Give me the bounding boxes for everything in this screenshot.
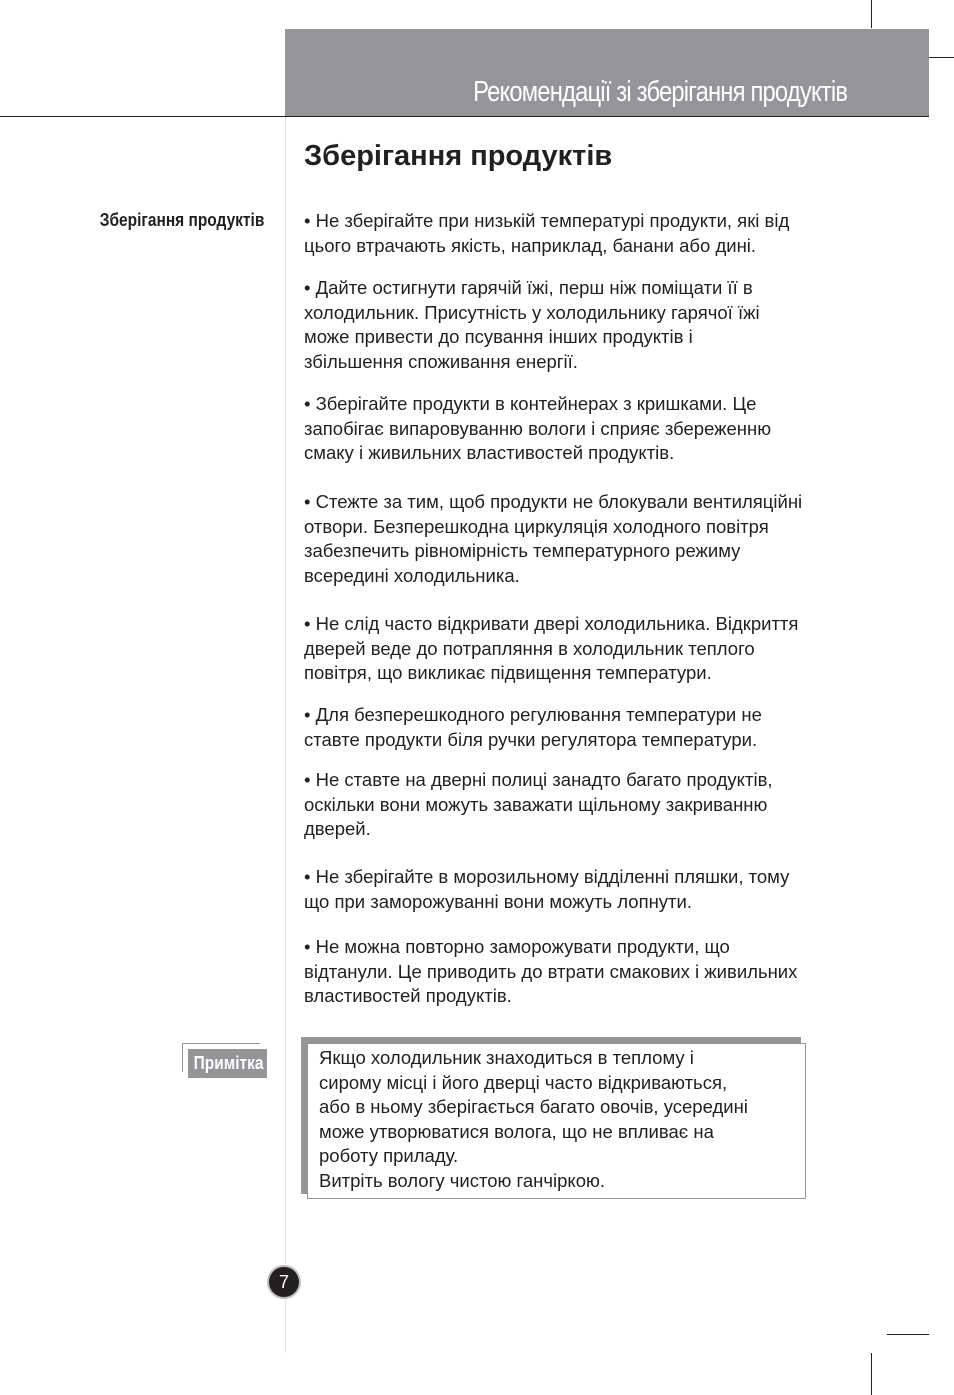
bullet-item: • Не зберігайте при низькій температурі продукти, які від цього втрачають якість, наприклад, банани або дині. [304, 210, 790, 256]
section-title: Зберігання продуктів [304, 140, 613, 172]
note-label [188, 1049, 267, 1078]
column-divider [285, 117, 286, 1353]
note-text: Якщо холодильник знаходиться в теплому і сирому місці і його дверці часто відкриваються, або в ньому зберігається багато овочів, усередині може утворюватися волога, що не впливає на роботу приладу. Витріть вологу чистою ганчіркою. [319, 1047, 748, 1191]
crop-mark-top-vertical [871, 0, 872, 28]
header-rule [0, 116, 929, 117]
bullet-item: • Не можна повторно заморожувати продукти, що відтанули. Це приводить до втрати смакових і живильних властивостей продуктів. [304, 936, 798, 1006]
note-label-text: Примітка [193, 1053, 264, 1073]
bullet-item: • Не ставте на дверні полиці занадто багато продуктів, оскільки вони можуть заважати щільному закриванню дверей. [304, 769, 773, 839]
header-title: Рекомендації зі зберігання продуктів [472, 76, 847, 108]
note-box [307, 1043, 806, 1199]
bullet-item: • Для безперешкодного регулювання температури не ставте продукти біля ручки регулятора температури. [304, 704, 762, 750]
bullet-item: • Стежте за тим, щоб продукти не блокували вентиляційні отвори. Безперешкодна циркуляція холодного повітря забезпечить рівномірність температурного режиму всередині холодильника. [304, 491, 803, 586]
bullet-item: • Не зберігайте в морозильному відділенні пляшки, тому що при заморожуванні вони можуть лопнути. [304, 866, 790, 912]
crop-mark-bottom-vertical [871, 1353, 872, 1395]
side-label: Зберігання продуктів [99, 210, 264, 230]
page-number: 7 [269, 1267, 299, 1297]
crop-mark-bottom-horizontal [887, 1334, 929, 1335]
bullet-item: • Дайте остигнути гарячій їжі, перш ніж поміщати її в холодильник. Присутність у холодильнику гарячої їжі може привести до псування інших продуктів і збільшення споживання енергії. [304, 277, 760, 372]
bullet-item: • Не слід часто відкривати двері холодильника. Відкриття дверей веде до потрапляння в холодильник теплого повітря, що викликає підвищення температури. [304, 613, 799, 683]
bullet-item: • Зберігайте продукти в контейнерах з кришками. Це запобігає випаровуванню вологи і сприяє збереженню смаку і живильних властивостей продуктів. [304, 393, 772, 463]
header-band [285, 29, 929, 116]
